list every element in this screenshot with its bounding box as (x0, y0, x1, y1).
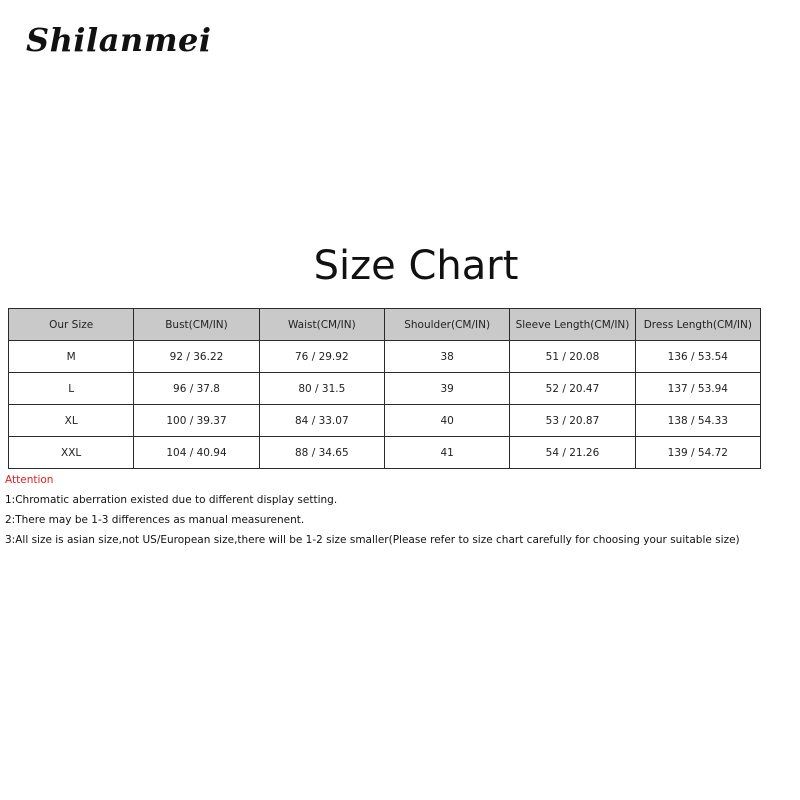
cell-waist: 76 / 29.92 (259, 341, 384, 373)
note-item: 3:All size is asian size,not US/European size,there will be 1-2 size smaller(Please refer to size chart carefully for choosing your suitable size) (5, 534, 740, 546)
column-header-bust: Bust(CM/IN) (134, 309, 259, 341)
note-item: 1:Chromatic aberration existed due to different display setting. (5, 494, 338, 506)
column-header-shoulder: Shoulder(CM/IN) (384, 309, 509, 341)
cell-shoulder: 38 (384, 341, 509, 373)
cell-size: M (9, 341, 134, 373)
cell-dress-length: 136 / 53.54 (635, 341, 760, 373)
cell-sleeve-length: 53 / 20.87 (510, 405, 635, 437)
attention-heading: Attention (5, 474, 54, 486)
cell-shoulder: 39 (384, 373, 509, 405)
cell-size: XL (9, 405, 134, 437)
brand-logo: Shilanmei (26, 21, 212, 59)
size-table (8, 308, 761, 469)
note-item: 2:There may be 1-3 differences as manual measurenent. (5, 514, 305, 526)
cell-waist: 84 / 33.07 (259, 405, 384, 437)
column-header-size: Our Size (9, 309, 134, 341)
page-title: Size Chart (313, 243, 519, 289)
column-header-sleeve-length: Sleeve Length(CM/IN) (510, 309, 635, 341)
cell-sleeve-length: 54 / 21.26 (510, 437, 635, 469)
cell-dress-length: 139 / 54.72 (635, 437, 760, 469)
table-row (9, 405, 761, 437)
column-header-waist: Waist(CM/IN) (259, 309, 384, 341)
cell-dress-length: 137 / 53.94 (635, 373, 760, 405)
cell-waist: 80 / 31.5 (259, 373, 384, 405)
cell-size: XXL (9, 437, 134, 469)
cell-sleeve-length: 51 / 20.08 (510, 341, 635, 373)
cell-bust: 96 / 37.8 (134, 373, 259, 405)
cell-dress-length: 138 / 54.33 (635, 405, 760, 437)
cell-bust: 92 / 36.22 (134, 341, 259, 373)
table-row (9, 373, 761, 405)
cell-bust: 100 / 39.37 (134, 405, 259, 437)
table-row (9, 341, 761, 373)
table-row (9, 437, 761, 469)
cell-shoulder: 40 (384, 405, 509, 437)
cell-bust: 104 / 40.94 (134, 437, 259, 469)
table-header-row (9, 309, 761, 341)
cell-shoulder: 41 (384, 437, 509, 469)
column-header-dress-length: Dress Length(CM/IN) (635, 309, 760, 341)
cell-size: L (9, 373, 134, 405)
cell-waist: 88 / 34.65 (259, 437, 384, 469)
cell-sleeve-length: 52 / 20.47 (510, 373, 635, 405)
